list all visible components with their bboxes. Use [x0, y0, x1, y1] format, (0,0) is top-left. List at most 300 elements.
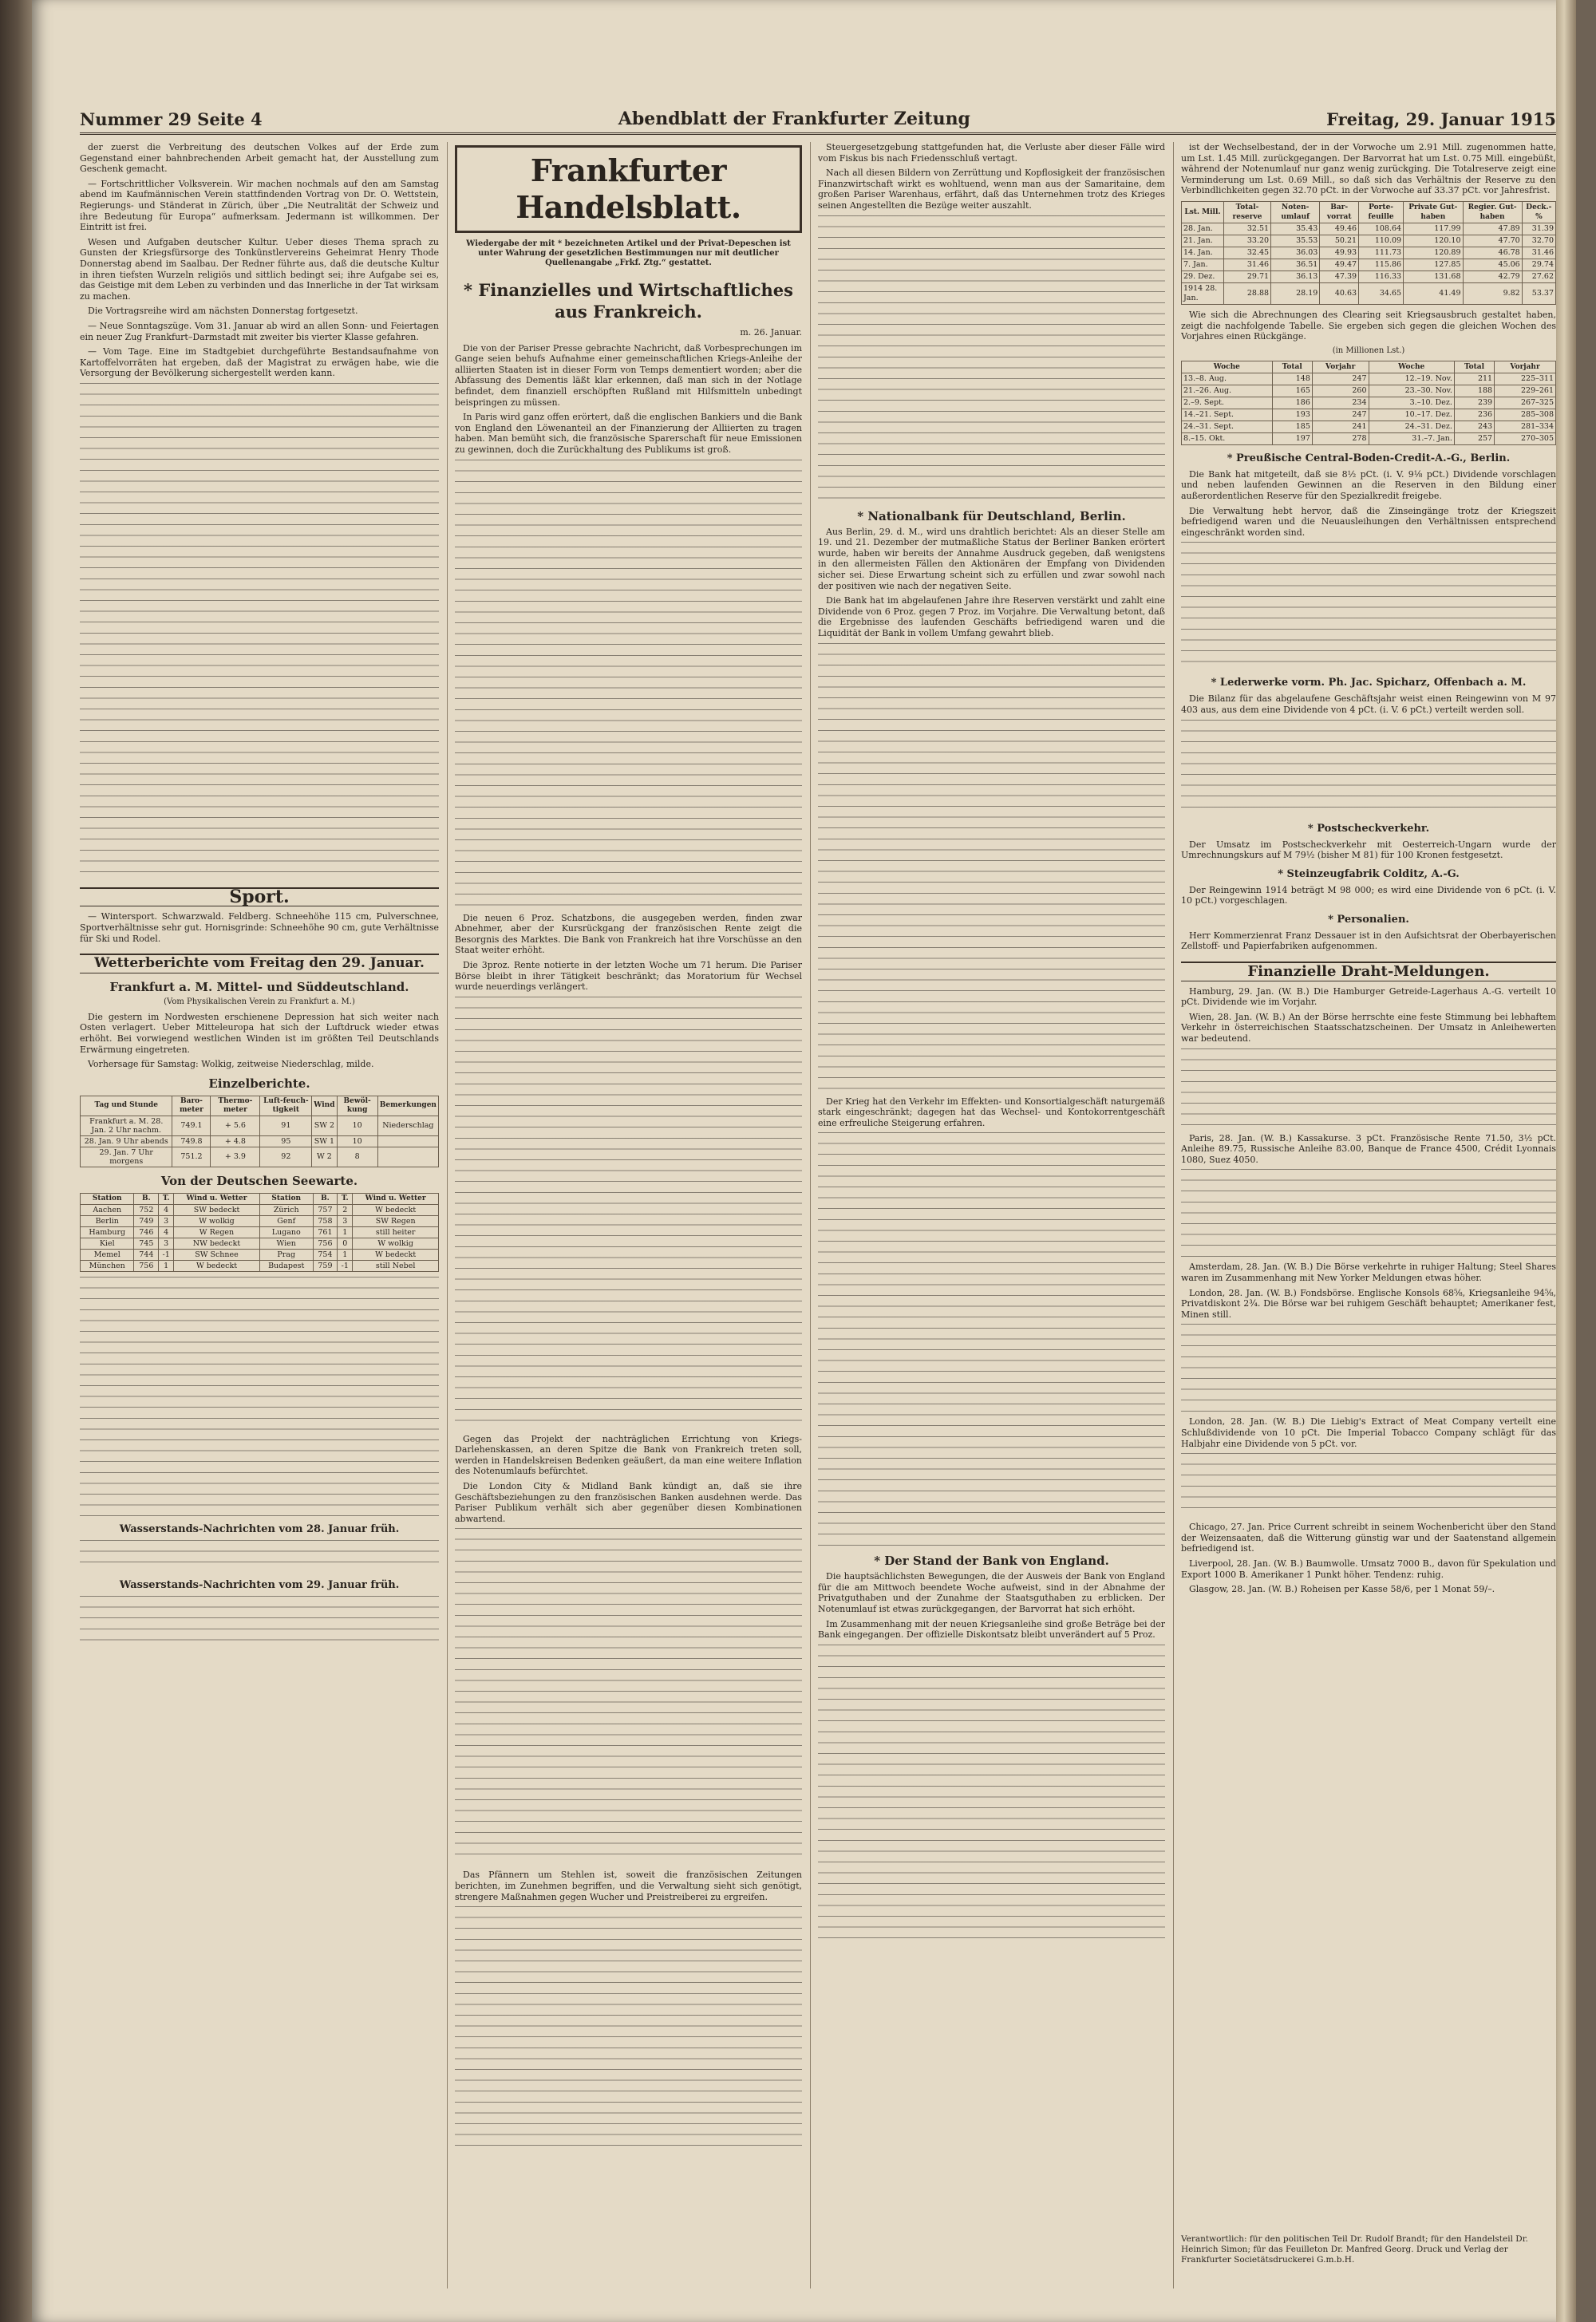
table-cell — [377, 1135, 438, 1147]
table-row — [81, 1147, 439, 1167]
dense-text-block — [1181, 1453, 1556, 1517]
table-cell: Memel — [81, 1249, 134, 1260]
table-header-cell: Deck.-% — [1522, 201, 1555, 223]
page-number: Nummer 29 Seite 4 — [80, 109, 263, 129]
table-cell: 9.82 — [1463, 282, 1522, 304]
table-row — [81, 1135, 439, 1147]
table-cell: 185 — [1272, 421, 1312, 432]
dense-text-block — [80, 1540, 439, 1572]
table-cell: 2 — [338, 1204, 353, 1215]
table-cell: 13.–8. Aug. — [1182, 373, 1273, 385]
table-row — [1182, 385, 1556, 397]
table-cell: 49.47 — [1320, 259, 1359, 271]
table-cell: W bedeckt — [174, 1260, 260, 1271]
table-header-cell: Tag und Stunde — [81, 1096, 172, 1116]
table-cell: 35.43 — [1271, 223, 1320, 235]
dense-text-block — [80, 383, 439, 878]
table-cell: 148 — [1272, 373, 1312, 385]
table-cell: SW 1 — [312, 1135, 337, 1147]
table-row — [1182, 397, 1556, 409]
article-title: * Finanzielles und Wirtschaftliches aus Frankreich. — [464, 280, 793, 322]
table-row — [81, 1238, 439, 1249]
table-cell: 278 — [1312, 432, 1369, 444]
table-header-cell: T. — [159, 1193, 174, 1204]
table-cell: W wolkig — [174, 1215, 260, 1226]
table-cell: 8.–15. Okt. — [1182, 432, 1273, 444]
imprint: Verantwortlich: für den politischen Teil Dr. Rudolf Brandt; für den Handelsteil Dr. Heinrich Simon; für das Feuilleton Dr. Manfred Georg. Druck und Verlag der Frankfurter Societätsdruckerei G.m.b.H. — [1181, 2234, 1528, 2265]
article-paragraph: Aus Berlin, 29. d. M., wird uns drahtlich berichtet: Als an dieser Stelle am 19. und 21. Dezember der mutmaßliche Status der Berliner Banken erörtert wurde, haben wir bereits der Annahme Ausdruck gegeben, daß wenigstens in den allermeisten Fällen den Aktionären der Empfang von Dividenden sicher sei. Diese Erwartung scheint sich zu erfüllen und zwar sowohl nach der positiven wie nach der negativen Seite. — [818, 526, 1165, 591]
table-row — [1182, 409, 1556, 421]
article-paragraph: Die Bank hat mitgeteilt, daß sie 8½ pCt. (i. V. 9⅛ pCt.) Dividende vorschlagen und neben laufenden Gewinnen an die Reserven in den Bildung einer außerordentlichen Reserve für den Spezialkredit freigebe. — [1181, 468, 1556, 501]
table-cell: 21.–26. Aug. — [1182, 385, 1273, 397]
dense-text-block — [1181, 542, 1556, 669]
wire-report: Hamburg, 29. Jan. (W. B.) Die Hamburger Getreide-Lagerhaus A.-G. verteilt 10 pCt. Dividende wie im Vorjahr. — [1181, 985, 1556, 1008]
table-cell: SW Schnee — [174, 1249, 260, 1260]
dense-text-block — [818, 643, 1165, 1090]
table-header-cell: Lst. Mill. — [1182, 201, 1224, 223]
lederwerke-heading: * Lederwerke vorm. Ph. Jac. Spicharz, Offenbach a. M. — [1211, 677, 1527, 689]
dense-text-block — [455, 1528, 802, 1863]
table-cell: 24.–31. Sept. — [1182, 421, 1273, 432]
table-cell: 267–325 — [1495, 397, 1556, 409]
table-cell: 117.99 — [1404, 223, 1463, 235]
weather-source: (Vom Physikalischen Verein zu Frankfurt a. M.) — [164, 997, 355, 1006]
wire-report: Paris, 28. Jan. (W. B.) Kassakurse. 3 pCt. Französische Rente 71.50, 3½ pCt. Anleihe 89.75, Russische Anleihe 83.00, Banque de France 4500, Crédit Lyonnais 1080, Suez 4050. — [1181, 1132, 1556, 1165]
table-cell: + 4.8 — [211, 1135, 260, 1147]
table-cell: 45.06 — [1463, 259, 1522, 271]
wire-report: Liverpool, 28. Jan. (W. B.) Baumwolle. Umsatz 7000 B., davon für Spekulation und Export 1000 B. Amerikaner 1 Punkt höher. Tendenz: ruhig. — [1181, 1558, 1556, 1580]
table-cell: 47.39 — [1320, 271, 1359, 282]
article-paragraph: Die Verwaltung hebt hervor, daß die Zinseingänge trotz der Kriegszeit befriedigend waren und die Neuausleihungen den Verhältnissen entsprechend eingeschränkt worden sind. — [1181, 505, 1556, 538]
dense-text-block — [818, 1132, 1165, 1547]
table-header-cell: Wind u. Wetter — [174, 1193, 260, 1204]
table-cell: 225–311 — [1495, 373, 1556, 385]
article-paragraph: — Fortschrittlicher Volksverein. Wir machen nochmals auf den am Samstag abend im Kaufmännischen Verein stattfindenden Vortrag von Dr. O. Wettstein, Regierungs- und Ständerat in Zürich, über „Die Neutralität der Schweiz und ihre Bedeutung für Europa“ aufmerksam. Jedermann ist willkommen. Der Eintritt ist frei. — [80, 178, 439, 233]
table-cell: 188 — [1454, 385, 1494, 397]
table-cell: 749 — [134, 1215, 159, 1226]
table-cell: SW bedeckt — [174, 1204, 260, 1215]
column-handelsblatt — [455, 142, 802, 2288]
table-cell: 234 — [1312, 397, 1369, 409]
bank-of-england-table — [1181, 201, 1556, 305]
article-paragraph: Die Bilanz für das abgelaufene Geschäftsjahr weist einen Reingewinn von M 97 403 aus, aus dem eine Dividende von 4 pCt. (i. V. 6 pCt.) verteilt werden soll. — [1181, 693, 1556, 715]
table-header-cell: Woche — [1182, 361, 1273, 373]
column-banks — [818, 142, 1165, 2288]
table-row — [81, 1116, 439, 1135]
table-cell: München — [81, 1260, 134, 1271]
article-paragraph: der zuerst die Verbreitung des deutschen Volkes auf der Erde zum Gegenstand einer bahnbrechenden Arbeit gemacht hat, der Ausstellung zum Geschenk gemacht. — [80, 142, 439, 175]
table-cell: + 3.9 — [211, 1147, 260, 1167]
table-cell: 36.03 — [1271, 247, 1320, 259]
table-cell: 229–261 — [1495, 385, 1556, 397]
table-cell: 239 — [1454, 397, 1494, 409]
table-cell: 110.09 — [1359, 235, 1404, 247]
wasserstand-heading: Wasserstands-Nachrichten vom 28. Januar früh. — [119, 1522, 400, 1535]
table-cell: NW bedeckt — [174, 1238, 260, 1249]
dense-text-block — [80, 1596, 439, 1644]
table-header-cell: Bar-vorrat — [1320, 201, 1359, 223]
table-cell: Hamburg — [81, 1226, 134, 1238]
table-cell: 28. Jan. — [1182, 223, 1224, 235]
table-cell: 108.64 — [1359, 223, 1404, 235]
table-header-cell: Bemerkungen — [377, 1096, 438, 1116]
table-header-cell: Wind — [312, 1096, 337, 1116]
table-cell: 95 — [260, 1135, 312, 1147]
table-cell: 32.45 — [1223, 247, 1270, 259]
table-cell: 33.20 — [1223, 235, 1270, 247]
preussische-bank-heading: * Preußische Central-Boden-Credit-A.-G., Berlin. — [1227, 452, 1511, 464]
table-cell: 91 — [260, 1116, 312, 1135]
table-header-cell: Thermo-meter — [211, 1096, 260, 1116]
table-cell: 757 — [313, 1204, 338, 1215]
table-cell: 3 — [338, 1215, 353, 1226]
table-cell: 745 — [134, 1238, 159, 1249]
table-cell: 32.51 — [1223, 223, 1270, 235]
article-paragraph: Herr Kommerzienrat Franz Dessauer ist in den Aufsichtsrat der Oberbayerischen Zellstoff- und Papierfabriken aufgenommen. — [1181, 930, 1556, 952]
table-cell: 34.65 — [1359, 282, 1404, 304]
table-cell: 127.85 — [1404, 259, 1463, 271]
table-cell: 28.88 — [1223, 282, 1270, 304]
weather-region: Frankfurt a. M. Mittel- und Süddeutschland. — [109, 979, 409, 994]
article-paragraph: Die Vortragsreihe wird am nächsten Donnerstag fortgesetzt. — [88, 306, 358, 317]
handelsblatt-masthead: Frankfurter Handelsblatt. — [455, 145, 802, 233]
table-cell: 14. Jan. — [1182, 247, 1224, 259]
column-local-news — [80, 142, 439, 2288]
clearing-table — [1181, 361, 1556, 445]
table-header-cell: B. — [313, 1193, 338, 1204]
table-cell: W Regen — [174, 1226, 260, 1238]
page-header — [80, 108, 1556, 135]
seewarte-heading: Von der Deutschen Seewarte. — [160, 1173, 358, 1188]
table-cell: 31.–7. Jan. — [1369, 432, 1454, 444]
table-cell: 23.–30. Nov. — [1369, 385, 1454, 397]
table-cell: 0 — [338, 1238, 353, 1249]
article-paragraph: Steuergesetzgebung stattgefunden hat, die Verluste aber dieser Fälle wird vom Fiskus bis nach Friedensschluß vertagt. — [818, 142, 1165, 164]
table-cell: 1 — [159, 1260, 174, 1271]
table-cell: 4 — [159, 1204, 174, 1215]
table-cell: 197 — [1272, 432, 1312, 444]
wire-report: Glasgow, 28. Jan. (W. B.) Roheisen per Kasse 58/6, per 1 Monat 59/–. — [1189, 1584, 1495, 1595]
table-header-cell: Station — [259, 1193, 313, 1204]
article-paragraph: — Vom Tage. Eine im Stadtgebiet durchgeführte Bestandsaufnahme von Kartoffelvorräten hat ergeben, daß der Magistrat zu erwägen habe, wie die Versorgung der Bevölkerung sichergestellt werden kann. — [80, 346, 439, 379]
article-paragraph: Wie sich die Abrechnungen des Clearing seit Kriegsausbruch gestaltet haben, zeigt die nachfolgende Tabelle. Sie ergeben sich gegen die gleichen Wochen des Vorjahres einen Rückgänge. — [1181, 309, 1556, 342]
table-cell: 285–308 — [1495, 409, 1556, 421]
wire-report: Amsterdam, 28. Jan. (W. B.) Die Börse verkehrte in ruhiger Haltung; Steel Shares waren im Zusammenhang mit New Yorker Meldungen etwas höher. — [1181, 1262, 1556, 1283]
table-row — [81, 1204, 439, 1215]
dense-text-block — [818, 215, 1165, 503]
table-cell: 120.10 — [1404, 235, 1463, 247]
table-cell: 744 — [134, 1249, 159, 1260]
article-paragraph: Die neuen 6 Proz. Schatzbons, die ausgegeben werden, finden zwar Abnehmer, aber der Kursrückgang der französischen Rente zeigt die Besorgnis des Marktes. Die Bank von Frankreich hat ihre Vorschüsse an den Staat weiter erhöht. — [455, 912, 802, 956]
wire-report: London, 28. Jan. (W. B.) Fondsbörse. Englische Konsols 68⅝, Kriegsanleihe 94⅝, Privatdiskont 2¾. Die Börse war bei ruhigem Geschäft behauptet; Amerikaner fest, Minen still. — [1181, 1287, 1556, 1320]
table-header-cell: Baro-meter — [172, 1096, 211, 1116]
table-header-cell: Noten-umlauf — [1271, 201, 1320, 223]
table-row — [1182, 282, 1556, 304]
article-paragraph: — Neue Sonntagszüge. Vom 31. Januar ab wird an allen Sonn- und Feiertagen ein neuer Zug Frankfurt–Darmstadt mit zweiter bis vierter Klasse gefahren. — [80, 320, 439, 342]
weather-forecast: Vorhersage für Samstag: Wolkig, zeitweise Niederschlag, milde. — [88, 1059, 374, 1070]
reprint-notice: Wiedergabe der mit * bezeichneten Artikel und der Privat-Depeschen ist unter Wahrung der gesetzlichen Bestimmungen nur mit deutlicher Quellenangabe „Frkf. Ztg.“ gestattet. — [466, 239, 791, 267]
table-cell: 49.46 — [1320, 223, 1359, 235]
table-header-cell: Vorjahr — [1495, 361, 1556, 373]
table-cell: W bedeckt — [353, 1204, 439, 1215]
table-header-cell: T. — [338, 1193, 353, 1204]
table-cell: 120.89 — [1404, 247, 1463, 259]
table-header-cell: B. — [134, 1193, 159, 1204]
table-cell: 28.19 — [1271, 282, 1320, 304]
table-cell: 29. Dez. — [1182, 271, 1224, 282]
article-paragraph: Die London City & Midland Bank kündigt an, daß sie ihre Geschäftsbeziehungen zu den französischen Banken ausdehnen werde. Das Pariser Publikum verhält sich aber gegenüber diesen Kombinationen abwartend. — [455, 1481, 802, 1524]
dense-text-block — [1181, 1048, 1556, 1128]
table-cell: 749.8 — [172, 1135, 211, 1147]
table-cell: 28. Jan. 9 Uhr abends — [81, 1135, 172, 1147]
table-cell: 247 — [1312, 409, 1369, 421]
table-cell: 236 — [1454, 409, 1494, 421]
bank-of-england-heading: * Der Stand der Bank von England. — [874, 1554, 1109, 1569]
table-cell: 27.62 — [1522, 271, 1555, 282]
article-paragraph: Die hauptsächlichsten Bewegungen, die der Ausweis der Bank von England für die am Mittwoch beendete Woche aufweist, sind in der Abnahme der Privatguthaben und der Zunahme der Staatsguthaben zu erblicken. Der Notenumlauf ist etwas zurückgegangen, der Barvorrat hat sich erhöht. — [818, 1571, 1165, 1615]
table-row — [81, 1249, 439, 1260]
column-rule — [810, 142, 811, 2288]
table-cell: 53.37 — [1522, 282, 1555, 304]
table-cell: 756 — [134, 1260, 159, 1271]
article-paragraph: Die von der Pariser Presse gebrachte Nachricht, daß Vorbesprechungen im Gange seien behufs Aufnahme einer gemeinschaftlichen Kriegs-Anleihe der alliierten Staaten ist in dieser Form von Temps dementiert worden; aber die Abfassung des Dementis läßt klar erkennen, daß man sich in der Notlage befindet, dem finanziell erschöpften Rußland mit Hilfsmitteln unbedingt beispringen zu müssen. — [455, 342, 802, 408]
table-cell: -1 — [159, 1249, 174, 1260]
clearing-unit: (in Millionen Lst.) — [1332, 346, 1405, 355]
article-paragraph: Wesen und Aufgaben deutscher Kultur. Ueber dieses Thema sprach zu Gunsten der Kriegsfürsorge des Tonkünstlervereins Geheimrat Henry Thode Donnerstag abend im Saalbau. Der Redner führte aus, daß die deutsche Kultur in ihren tiefsten Wurzeln religiös und sittlich bedingt sei; ihre Aufgabe sei es, das Geistige mit dem Leben zu verbinden und das Innerliche in der Tat wirksam zu machen. — [80, 236, 439, 302]
table-cell: 758 — [313, 1215, 338, 1226]
table-row — [1182, 223, 1556, 235]
table-cell: + 5.6 — [211, 1116, 260, 1135]
table-cell: 3.–10. Dez. — [1369, 397, 1454, 409]
steinzeug-heading: * Steinzeugfabrik Colditz, A.-G. — [1278, 867, 1460, 880]
table-cell: 29.74 — [1522, 259, 1555, 271]
table-cell: 270–305 — [1495, 432, 1556, 444]
newspaper-title: Abendblatt der Frankfurter Zeitung — [618, 109, 970, 129]
nationalbank-heading: * Nationalbank für Deutschland, Berlin. — [857, 508, 1126, 523]
postscheck-heading: * Postscheckverkehr. — [1307, 822, 1430, 835]
table-cell: 752 — [134, 1204, 159, 1215]
table-cell: 1 — [338, 1226, 353, 1238]
table-cell: 746 — [134, 1226, 159, 1238]
dense-text-block — [818, 1645, 1165, 1948]
table-cell — [377, 1147, 438, 1167]
table-cell: 32.70 — [1522, 235, 1555, 247]
table-header-cell: Wind u. Wetter — [353, 1193, 439, 1204]
table-cell: 24.–31. Dez. — [1369, 421, 1454, 432]
table-cell: 751.2 — [172, 1147, 211, 1167]
table-header-cell: Regier. Gut-haben — [1463, 201, 1522, 223]
table-row — [1182, 271, 1556, 282]
table-cell: 3 — [159, 1238, 174, 1249]
table-row — [1182, 259, 1556, 271]
table-cell: Zürich — [259, 1204, 313, 1215]
table-cell: 111.73 — [1359, 247, 1404, 259]
table-header-cell: Bewöl-kung — [337, 1096, 377, 1116]
page-edge — [1556, 0, 1576, 2322]
table-cell: W bedeckt — [353, 1249, 439, 1260]
table-cell: 1 — [338, 1249, 353, 1260]
table-cell: SW 2 — [312, 1116, 337, 1135]
table-header-cell: Total — [1454, 361, 1494, 373]
column-rule — [1173, 142, 1174, 2288]
wire-report: London, 28. Jan. (W. B.) Die Liebig's Extract of Meat Company verteilt eine Schlußdividende von 10 pCt. Die Imperial Tobacco Company schlägt für das Halbjahr eine Dividende von 5 pCt. vor. — [1181, 1416, 1556, 1449]
table-cell: 40.63 — [1320, 282, 1359, 304]
table-cell: 8 — [337, 1147, 377, 1167]
table-row — [81, 1215, 439, 1226]
table-cell: W 2 — [312, 1147, 337, 1167]
table-cell: Wien — [259, 1238, 313, 1249]
article-paragraph: Der Umsatz im Postscheckverkehr mit Oesterreich-Ungarn wurde der Umrechnungskurs auf M 79½ (bisher M 81) für 100 Kronen festgesetzt. — [1181, 839, 1556, 861]
table-cell: 36.13 — [1271, 271, 1320, 282]
table-cell: 260 — [1312, 385, 1369, 397]
table-cell: Frankfurt a. M. 28. Jan. 2 Uhr nachm. — [81, 1116, 172, 1135]
section-heading-weather: Wetterberichte vom Freitag den 29. Januar. — [80, 954, 439, 973]
article-paragraph: Der Reingewinn 1914 beträgt M 98 000; es wird eine Dividende von 6 pCt. (i. V. 10 pCt.) vorgeschlagen. — [1181, 884, 1556, 906]
article-paragraph: Die gestern im Nordwesten erschienene Depression hat sich weiter nach Osten verlagert. Ueber Mitteleuropa hat sich der Luftdruck wieder etwas erhöht. Bei vorwiegend westlichen Winden ist im größten Teil Deutschlands Erwärmung eingetreten. — [80, 1011, 439, 1055]
table-cell: Lugano — [259, 1226, 313, 1238]
table-cell: 49.93 — [1320, 247, 1359, 259]
table-cell: -1 — [338, 1260, 353, 1271]
wire-report: Wien, 28. Jan. (W. B.) An der Börse herrschte eine feste Stimmung bei lebhaftem Verkehr in österreichischen Staatsschatzscheinen. Der Umsatz in Anleihewerten war bedeutend. — [1181, 1011, 1556, 1045]
newspaper-page — [32, 0, 1576, 2322]
einzelberichte-table — [80, 1096, 439, 1167]
table-cell: 749.1 — [172, 1116, 211, 1135]
table-cell: 186 — [1272, 397, 1312, 409]
column-finance-wires — [1181, 142, 1556, 2225]
table-cell: 257 — [1454, 432, 1494, 444]
table-cell: 165 — [1272, 385, 1312, 397]
dense-text-block — [1181, 720, 1556, 815]
table-cell: 115.86 — [1359, 259, 1404, 271]
table-cell: 12.–19. Nov. — [1369, 373, 1454, 385]
article-paragraph: Nach all diesen Bildern von Zerrüttung und Kopflosigkeit der französischen Finanzwirtschaft wirkt es wohltuend, wenn man aus der Samaritaine, dem großen Pariser Warenhaus, erfährt, daß das Unternehmen trotz des Krieges seinen Angestellten die Bezüge weiter auszahlt. — [818, 168, 1165, 211]
table-row — [1182, 373, 1556, 385]
section-heading-sport: Sport. — [80, 887, 439, 907]
table-cell: Genf — [259, 1215, 313, 1226]
table-cell: 10 — [337, 1116, 377, 1135]
table-cell: 10 — [337, 1135, 377, 1147]
table-cell: 247 — [1312, 373, 1369, 385]
article-paragraph: Der Krieg hat den Verkehr im Effekten- und Konsortialgeschäft naturgemäß stark eingeschränkt; dagegen hat das Wechsel- und Kontokorrentgeschäft eine erfreuliche Steigerung erfahren. — [818, 1096, 1165, 1128]
table-cell: 10.–17. Dez. — [1369, 409, 1454, 421]
article-paragraph: Im Zusammenhang mit der neuen Kriegsanleihe sind große Beträge bei der Bank eingegangen. Der offizielle Diskontsatz bleibt unverändert auf 5 Proz. — [818, 1618, 1165, 1641]
table-cell: Niederschlag — [377, 1116, 438, 1135]
table-cell: 241 — [1312, 421, 1369, 432]
table-cell: SW Regen — [353, 1215, 439, 1226]
table-cell: 36.51 — [1271, 259, 1320, 271]
table-cell: still Nebel — [353, 1260, 439, 1271]
table-cell: 31.46 — [1223, 259, 1270, 271]
table-header-cell: Luft-feuch-tigkeit — [260, 1096, 312, 1116]
table-cell: 14.–21. Sept. — [1182, 409, 1273, 421]
table-cell: 243 — [1454, 421, 1494, 432]
dense-text-block — [1181, 1324, 1556, 1412]
column-rule — [447, 142, 448, 2288]
table-row — [1182, 421, 1556, 432]
table-row — [1182, 432, 1556, 444]
wire-report: Chicago, 27. Jan. Price Current schreibt in seinem Wochenbericht über den Stand der Weizensaaten, daß die Witterung günstig war und der Saatenstand allgemein befriedigend ist. — [1181, 1522, 1556, 1554]
table-cell: 211 — [1454, 373, 1494, 385]
table-cell: 4 — [159, 1226, 174, 1238]
table-header-cell: Woche — [1369, 361, 1454, 373]
table-cell: 21. Jan. — [1182, 235, 1224, 247]
article-paragraph: Die Bank hat im abgelaufenen Jahre ihre Reserven verstärkt und zahlt eine Dividende von 6 Proz. gegen 7 Proz. im Vorjahre. Die Verwaltung betont, daß die Ergebnisse des laufenden Geschäfts befriedigend waren und die Liquidität der Bank in vollem Umfang gewahrt blieb. — [818, 595, 1165, 638]
dense-text-block — [1181, 1169, 1556, 1257]
table-cell: 754 — [313, 1249, 338, 1260]
table-header-cell: Total — [1272, 361, 1312, 373]
dense-text-block — [455, 1906, 802, 2146]
seewarte-table — [80, 1193, 439, 1272]
table-cell: 41.49 — [1404, 282, 1463, 304]
table-cell: 3 — [159, 1215, 174, 1226]
table-cell: 47.70 — [1463, 235, 1522, 247]
table-cell: 2.–9. Sept. — [1182, 397, 1273, 409]
draht-meldungen-heading: Finanzielle Draht-Meldungen. — [1181, 962, 1556, 981]
table-cell: 116.33 — [1359, 271, 1404, 282]
personalien-heading: * Personalien. — [1328, 913, 1409, 926]
table-cell: Aachen — [81, 1204, 134, 1215]
table-cell: Budapest — [259, 1260, 313, 1271]
article-paragraph: In Paris wird ganz offen erörtert, daß die englischen Bankiers und die Bank von England den Löwenanteil an der Finanzierung der Alliierten zu tragen haben. Man bemüht sich, die französische Sparerschaft für neue Emissionen zu gewinnen, doch die Zurückhaltung des Publikums ist groß. — [455, 412, 802, 455]
table-cell: 281–334 — [1495, 421, 1556, 432]
table-cell: Prag — [259, 1249, 313, 1260]
table-cell: 193 — [1272, 409, 1312, 421]
table-cell: 92 — [260, 1147, 312, 1167]
table-header-cell: Station — [81, 1193, 134, 1204]
table-cell: 29. Jan. 7 Uhr morgens — [81, 1147, 172, 1167]
table-cell: 46.78 — [1463, 247, 1522, 259]
table-row — [1182, 247, 1556, 259]
table-cell: 31.46 — [1522, 247, 1555, 259]
table-header-cell: Total-reserve — [1223, 201, 1270, 223]
einzelberichte-heading: Einzelberichte. — [208, 1076, 310, 1091]
article-paragraph: Das Pfännern um Stehlen ist, soweit die französischen Zeitungen berichten, im Zunehmen begriffen, und die Verwaltung sieht sich genötigt, strengere Maßnahmen gegen Wucher und Preistreiberei zu ergreifen. — [455, 1870, 802, 1902]
issue-date: Freitag, 29. Januar 1915 — [1326, 109, 1556, 129]
table-cell: 131.68 — [1404, 271, 1463, 282]
article-dateline: m. 26. Januar. — [740, 327, 802, 338]
table-cell: 31.39 — [1522, 223, 1555, 235]
table-cell: W wolkig — [353, 1238, 439, 1249]
table-cell: 50.21 — [1320, 235, 1359, 247]
table-cell: 47.89 — [1463, 223, 1522, 235]
table-cell: 761 — [313, 1226, 338, 1238]
table-header-cell: Vorjahr — [1312, 361, 1369, 373]
table-cell: still heiter — [353, 1226, 439, 1238]
table-cell: Berlin — [81, 1215, 134, 1226]
article-paragraph: ist der Wechselbestand, der in der Vorwoche um 2.91 Mill. zugenommen hatte, um Lst. 1.45 Mill. zurückgegangen. Der Barvorrat hat um Lst. 0.75 Mill. eingebüßt, während der Notenumlauf nur ganz wenig zurückging. Die Totalreserve zeigt eine Verminderung um Lst. 0.69 Mill., so daß sich das Verhältnis der Reserve zu den Verbindlichkeiten gegen 32.70 pCt. in der Vorwoche auf 33.37 pCt. vor Jahresfrist. — [1181, 142, 1556, 196]
table-row — [1182, 235, 1556, 247]
book-spine — [0, 0, 32, 2322]
article-paragraph: Die 3proz. Rente notierte in der letzten Woche um 71 herum. Die Pariser Börse bleibt in ihrer Tätigkeit beschränkt; das Moratorium für Wechsel wurde neuerdings verlängert. — [455, 959, 802, 993]
wasserstand-heading: Wasserstands-Nachrichten vom 29. Januar früh. — [119, 1578, 400, 1591]
table-cell: 29.71 — [1223, 271, 1270, 282]
table-cell: 42.79 — [1463, 271, 1522, 282]
table-cell: 1914 28. Jan. — [1182, 282, 1224, 304]
table-cell: 759 — [313, 1260, 338, 1271]
table-cell: 35.53 — [1271, 235, 1320, 247]
table-header-cell: Private Gut-haben — [1404, 201, 1463, 223]
article-paragraph: Gegen das Projekt der nachträglichen Errichtung von Kriegs-Darlehenskassen, an deren Spitze die Bank von Frankreich treten soll, werden in Handelskreisen Bedenken geäußert, da man eine weitere Inflation des Notenumlaufs befürchtet. — [455, 1433, 802, 1477]
table-header-cell: Porte-feuille — [1359, 201, 1404, 223]
dense-text-block — [455, 997, 802, 1428]
table-row — [81, 1260, 439, 1271]
table-cell: 756 — [313, 1238, 338, 1249]
dense-text-block — [80, 1277, 439, 1516]
table-cell: Kiel — [81, 1238, 134, 1249]
dense-text-block — [455, 460, 802, 906]
table-cell: 7. Jan. — [1182, 259, 1224, 271]
table-row — [81, 1226, 439, 1238]
